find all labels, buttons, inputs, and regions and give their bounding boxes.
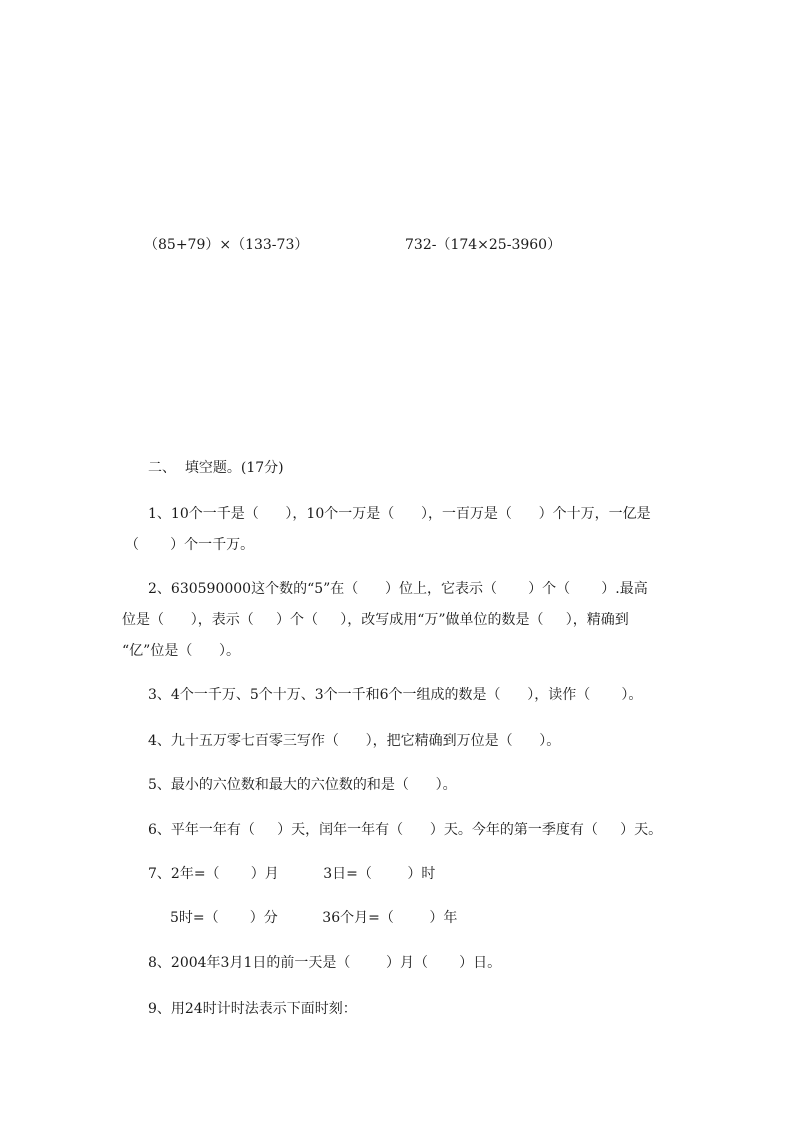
question-2-line-3: “亿”位是（ ）。	[122, 643, 241, 659]
question-8: 8、2004年3月1日的前一天是（ ）月（ ）日。	[148, 955, 502, 971]
expression-right: 732-（174×25-3960）	[405, 237, 562, 253]
question-2-line-1: 2、630590000这个数的“5”在（ ）位上，它表示（ ）个（ ）.最高	[148, 581, 648, 597]
expression-left: （85+79）×（133-73）	[144, 237, 309, 253]
section-title: 二、 填空题。(17分)	[148, 460, 284, 476]
question-3: 3、4个一千万、5个十万、3个一千和6个一组成的数是（ ），读作（ ）。	[148, 687, 643, 703]
question-1-line-1: 1、10个一千是（ ），10个一万是（ ），一百万是（ ）个十万，一亿是	[148, 506, 651, 522]
question-2-line-2: 位是（ ），表示（ ）个（ ），改写成用“万”做单位的数是（ ），精确到	[122, 612, 629, 628]
question-6: 6、平年一年有（ ）天，闰年一年有（ ）天。今年的第一季度有（ ）天。	[148, 822, 663, 838]
question-4: 4、九十五万零七百零三写作（ ），把它精确到万位是（ ）。	[148, 733, 561, 749]
question-1-line-2: （ ）个一千万。	[125, 537, 255, 553]
question-5: 5、最小的六位数和最大的六位数的和是（ ）。	[148, 777, 457, 793]
question-7-line-2: 5时=（ ）分 36个月=（ ）年	[170, 910, 458, 926]
question-9: 9、用24时计时法表示下面时刻：	[148, 1001, 357, 1017]
question-7-line-1: 7、2年=（ ）月 3日=（ ）时	[148, 866, 436, 882]
